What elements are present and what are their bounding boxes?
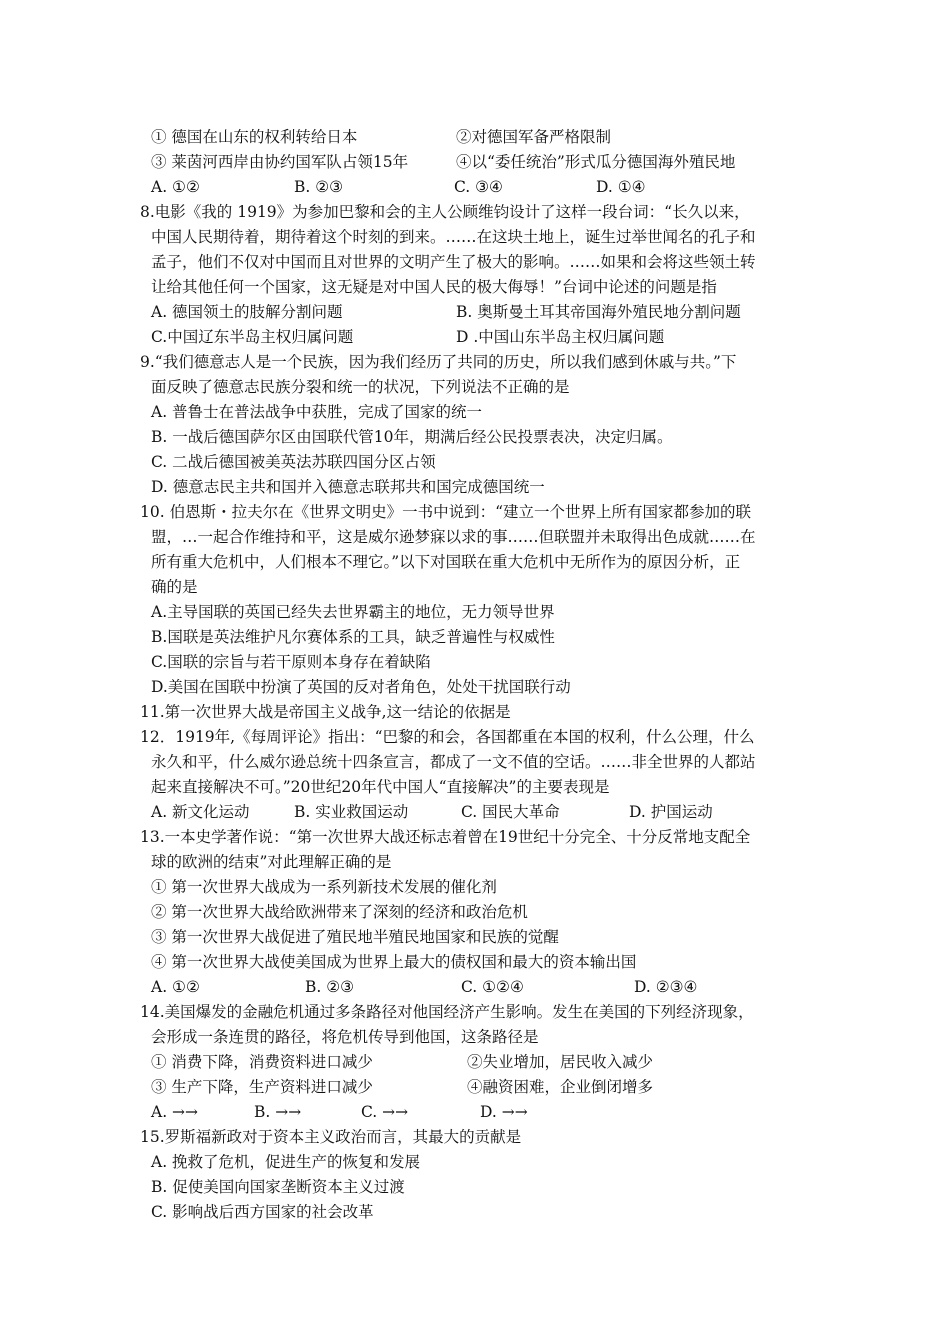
- q10-stem-line-1: 10. 伯恩斯・拉夫尔在《世界文明史》一书中说到：“建立一个世界上所有国家都参加的联: [140, 503, 752, 521]
- q7-choice-c: C. ③④: [454, 178, 503, 196]
- q12-choice-d: D. 护国运动: [629, 803, 713, 821]
- q15-choice-b: B. 促使美国向国家垄断资本主义过渡: [151, 1178, 405, 1196]
- q8-stem-line-2: 中国人民期待着，期待着这个时刻的到来。……在这块土地上，诞生过举世闻名的孔子和: [151, 228, 756, 246]
- q12-stem-line-3: 起来直接解决不可。”20世纪20年代中国人“直接解决”的主要表现是: [151, 778, 610, 796]
- q14-option-2: ②失业增加，居民收入减少: [467, 1053, 654, 1071]
- q12-choice-a: A. 新文化运动: [151, 803, 250, 821]
- q12-choice-b: B. 实业救国运动: [294, 803, 409, 821]
- q13-choice-b: B. ②③: [305, 978, 355, 996]
- q10-choice-b: B.国联是英法维护凡尔赛体系的工具，缺乏普遍性与权威性: [151, 628, 555, 646]
- q7-option-1: ① 德国在山东的权利转给日本: [151, 128, 358, 146]
- q12-stem-line-2: 永久和平，什么威尔逊总统十四条宣言，都成了一文不值的空话。……非全世界的人都站: [151, 753, 756, 771]
- q7-option-3: ③ 莱茵河西岸由协约国军队占领15年: [151, 153, 409, 171]
- q8-choice-c: C.中国辽东半岛主权归属问题: [151, 328, 354, 346]
- q14-stem-line-1: 14.美国爆发的金融危机通过多条路径对他国经济产生影响。发生在美国的下列经济现象，: [140, 1003, 754, 1021]
- q7-choice-b: B. ②③: [294, 178, 344, 196]
- q13-choice-d: D. ②③④: [634, 978, 698, 996]
- q10-stem-line-4: 确的是: [151, 578, 198, 596]
- q10-choice-c: C.国联的宗旨与若干原则本身存在着缺陷: [151, 653, 431, 671]
- q15-stem-line-1: 15.罗斯福新政对于资本主义政治而言，其最大的贡献是: [140, 1128, 522, 1146]
- q13-stem-line-1: 13.一本史学著作说：“第一次世界大战还标志着曾在19世纪十分完全、十分反常地支配全: [140, 828, 751, 846]
- q14-choice-b: B. →→: [254, 1103, 302, 1121]
- q10-stem-line-2: 盟，…一起合作维持和平，这是威尔逊梦寐以求的事……但联盟并未取得出色成就……在: [151, 528, 756, 546]
- q11-stem-line-1: 11.第一次世界大战是帝国主义战争,这一结论的依据是: [140, 703, 511, 721]
- q8-stem-line-3: 孟子，他们不仅对中国而且对世界的文明产生了极大的影响。……如果和会将这些领土转: [151, 253, 756, 271]
- q10-stem-line-3: 所有重大危机中，人们根本不理它。”以下对国联在重大危机中无所作为的原因分析，正: [151, 553, 741, 571]
- q13-item-4: ④ 第一次世界大战使美国成为世界上最大的债权国和最大的资本输出国: [151, 953, 637, 971]
- q13-choice-c: C. ①②④: [461, 978, 524, 996]
- q14-choice-c: C. →→: [361, 1103, 409, 1121]
- q8-choice-a: A. 德国领土的肢解分割问题: [151, 303, 343, 321]
- q8-choice-b: B. 奥斯曼土耳其帝国海外殖民地分割问题: [456, 303, 741, 321]
- q12-choice-c: C. 国民大革命: [461, 803, 560, 821]
- q13-stem-line-2: 球的欧洲的结束”对此理解正确的是: [151, 853, 392, 871]
- q14-choice-a: A. →→: [151, 1103, 199, 1121]
- q9-choice-b: B. 一战后德国萨尔区由国联代管10年，期满后经公民投票表决，决定归属。: [151, 428, 673, 446]
- q15-choice-a: A. 挽救了危机，促进生产的恢复和发展: [151, 1153, 421, 1171]
- q9-stem-line-2: 面反映了德意志民族分裂和统一的状况，下列说法不正确的是: [151, 378, 570, 396]
- q13-item-1: ① 第一次世界大战成为一系列新技术发展的催化剂: [151, 878, 497, 896]
- q10-choice-a: A.主导国联的英国已经失去世界霸主的地位，无力领导世界: [151, 603, 555, 621]
- q10-choice-d: D.美国在国联中扮演了英国的反对者角色，处处干扰国联行动: [151, 678, 571, 696]
- q15-choice-c: C. 影响战后西方国家的社会改革: [151, 1203, 374, 1221]
- q9-choice-d: D. 德意志民主共和国并入德意志联邦共和国完成德国统一: [151, 478, 545, 496]
- q8-stem-line-1: 8.电影《我的 1919》为参加巴黎和会的主人公顾维钧设计了这样一段台词：“长久以来，: [140, 203, 750, 221]
- q7-choice-d: D. ①④: [596, 178, 646, 196]
- q9-choice-a: A. 普鲁士在普法战争中获胜，完成了国家的统一: [151, 403, 483, 421]
- q14-stem-line-2: 会形成一条连贯的路径，将危机传导到他国，这条路径是: [151, 1028, 539, 1046]
- q8-choice-d: D .中国山东半岛主权归属问题: [456, 328, 665, 346]
- q13-item-3: ③ 第一次世界大战促进了殖民地半殖民地国家和民族的觉醒: [151, 928, 559, 946]
- q7-option-2: ②对德国军备严格限制: [456, 128, 612, 146]
- q14-choice-d: D. →→: [480, 1103, 528, 1121]
- q9-choice-c: C. 二战后德国被美英法苏联四国分区占领: [151, 453, 436, 471]
- q14-option-1: ① 消费下降，消费资料进口减少: [151, 1053, 373, 1071]
- q7-choice-a: A. ①②: [151, 178, 200, 196]
- q7-option-4: ④以“委任统治”形式瓜分德国海外殖民地: [456, 153, 736, 171]
- q8-stem-line-4: 让给其他任何一个国家，这无疑是对中国人民的极大侮辱！”台词中论述的问题是指: [151, 278, 717, 296]
- q13-choice-a: A. ①②: [151, 978, 200, 996]
- q13-item-2: ② 第一次世界大战给欧洲带来了深刻的经济和政治危机: [151, 903, 528, 921]
- q12-stem-line-1: 12．1919年,《每周评论》指出：“巴黎的和会，各国都重在本国的权利，什么公理，什么: [140, 728, 755, 746]
- q14-option-4: ④融资困难，企业倒闭增多: [467, 1078, 654, 1096]
- q9-stem-line-1: 9.“我们德意志人是一个民族，因为我们经历了共同的历史，所以我们感到休戚与共。”下: [140, 353, 737, 371]
- q14-option-3: ③ 生产下降，生产资料进口减少: [151, 1078, 373, 1096]
